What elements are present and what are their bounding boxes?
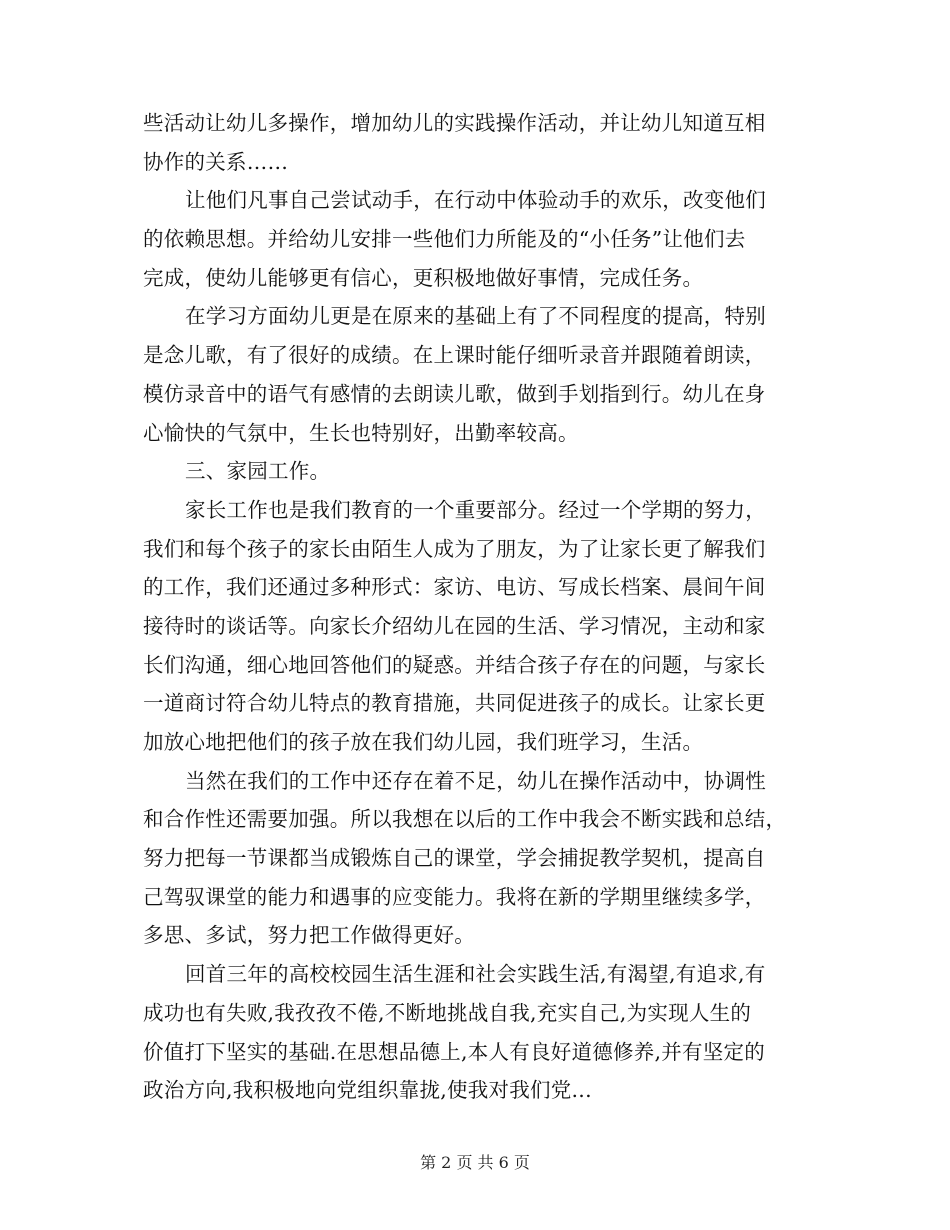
text-line: 政治方向,我积极地向党组织靠拢,使我对我们党... <box>143 1078 592 1103</box>
text-line: 努力把每一节课都当成锻炼自己的课堂，学会捕捉教学契机，提高自 <box>143 846 766 871</box>
text-line: 的工作，我们还通过多种形式：家访、电访、写成长档案、晨间午间 <box>143 575 766 600</box>
text-line: 让他们凡事自己尝试动手，在行动中体验动手的欢乐，改变他们 <box>185 188 766 213</box>
text-line: 己驾驭课堂的能力和遇事的应变能力。我将在新的学期里继续多学， <box>143 884 766 909</box>
text-line: 的依赖思想。并给幼儿安排一些他们力所能及的“小任务”让他们去 <box>143 227 746 252</box>
text-line: 心愉快的气氛中，生长也特别好，出勤率较高。 <box>143 420 579 445</box>
text-line: 当然在我们的工作中还存在着不足，幼儿在操作活动中，协调性 <box>185 768 766 793</box>
text-line: 完成，使幼儿能够更有信心，更积极地做好事情，完成任务。 <box>143 265 704 290</box>
text-line: 模仿录音中的语气有感情的去朗读儿歌，做到手划指到行。幼儿在身 <box>143 381 766 406</box>
text-line: 三、家园工作。 <box>185 459 331 484</box>
text-line: 和合作性还需要加强。所以我想在以后的工作中我会不断实践和总结， <box>143 807 787 832</box>
text-line: 在学习方面幼儿更是在原来的基础上有了不同程度的提高，特别 <box>185 304 766 329</box>
text-line: 一道商讨符合幼儿特点的教育措施，共同促进孩子的成长。让家长更 <box>143 691 766 716</box>
text-line: 接待时的谈话等。向家长介绍幼儿在园的生活、学习情况，主动和家 <box>143 613 766 638</box>
page-footer: 第 2 页 共 6 页 <box>420 1153 530 1172</box>
text-line: 家长工作也是我们教育的一个重要部分。经过一个学期的努力， <box>185 497 766 522</box>
text-line: 成功也有失败,我孜孜不倦,不断地挑战自我,充实自己,为实现人生的 <box>143 1000 752 1025</box>
text-line: 回首三年的高校校园生活生涯和社会实践生活,有渴望,有追求,有 <box>185 962 766 987</box>
document-body <box>143 104 813 1110</box>
text-line: 加放心地把他们的孩子放在我们幼儿园，我们班学习，生活。 <box>143 730 704 754</box>
text-line: 是念儿歌，有了很好的成绩。在上课时能仔细听录音并跟随着朗读， <box>143 343 766 368</box>
text-line: 长们沟通，细心地回答他们的疑惑。并结合孩子存在的问题，与家长 <box>143 652 766 677</box>
text-line: 我们和每个孩子的家长由陌生人成为了朋友，为了让家长更了解我们 <box>143 536 766 561</box>
text-line: 价值打下坚实的基础.在思想品德上,本人有良好道德修养,并有坚定的 <box>143 1039 766 1064</box>
text-line: 协作的关系…… <box>143 149 289 174</box>
text-line: 多思、多试，努力把工作做得更好。 <box>143 923 475 948</box>
text-line: 些活动让幼儿多操作，增加幼儿的实践操作活动，并让幼儿知道互相 <box>143 111 766 135</box>
